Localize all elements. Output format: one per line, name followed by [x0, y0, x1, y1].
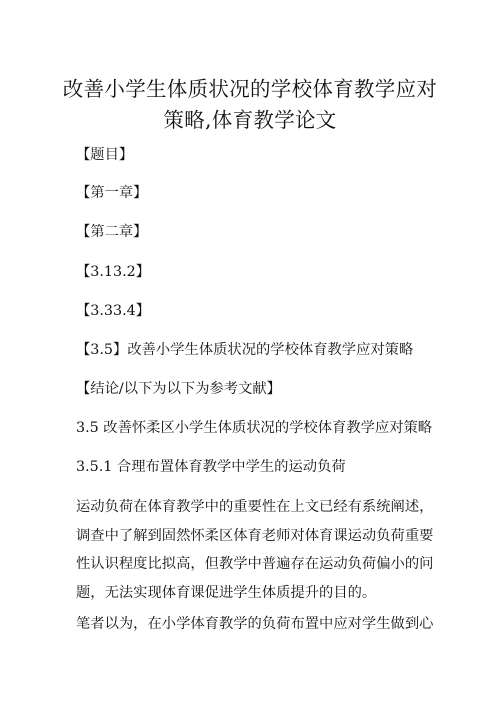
paragraph-1-line: 性认识程度比拟高，但教学中普遍存在运动负荷偏小的问 [76, 556, 434, 573]
toc-item-chapter-2: 【第二章】 [76, 224, 148, 240]
subsection-heading: 3.5.1 合理布置体育教学中学生的运动负荷 [76, 459, 346, 475]
title-line-1: 改善小学生体质状况的学校体育教学应对 [62, 77, 438, 101]
toc-item-conclusion: 【结论/以下为以下为参考文献】 [76, 381, 281, 397]
paragraph-1-line: 运动负荷在体育教学中的重要性在上文已经有系统阐述， [76, 499, 434, 515]
toc-item-chapter-1: 【第一章】 [76, 185, 148, 201]
toc-item-3-33-4: 【3.33.4】 [76, 303, 151, 319]
paragraph-1-line: 题，无法实现体育课促进学生体质提升的目的。 [76, 584, 377, 601]
document-title [40, 74, 460, 136]
body-paragraph-2 [76, 610, 434, 639]
toc-item-title: 【题目】 [76, 147, 134, 163]
paragraph-1-line: 调查中了解到固然怀柔区体育老师对体育课运动负荷重要 [76, 527, 434, 544]
toc-item-3-13-2: 【3.13.2】 [76, 264, 151, 280]
paragraph-2-line: 笔者以为，在小学体育教学的负荷布置中应对学生做到心 [76, 616, 434, 632]
body-paragraph-1 [76, 493, 434, 607]
toc-item-3-5: 【3.5】改善小学生体质状况的学校体育教学应对策略 [76, 342, 414, 358]
title-line-2: 策略,体育教学论文 [163, 108, 337, 132]
section-heading: 3.5 改善怀柔区小学生体质状况的学校体育教学应对策略 [76, 420, 433, 436]
